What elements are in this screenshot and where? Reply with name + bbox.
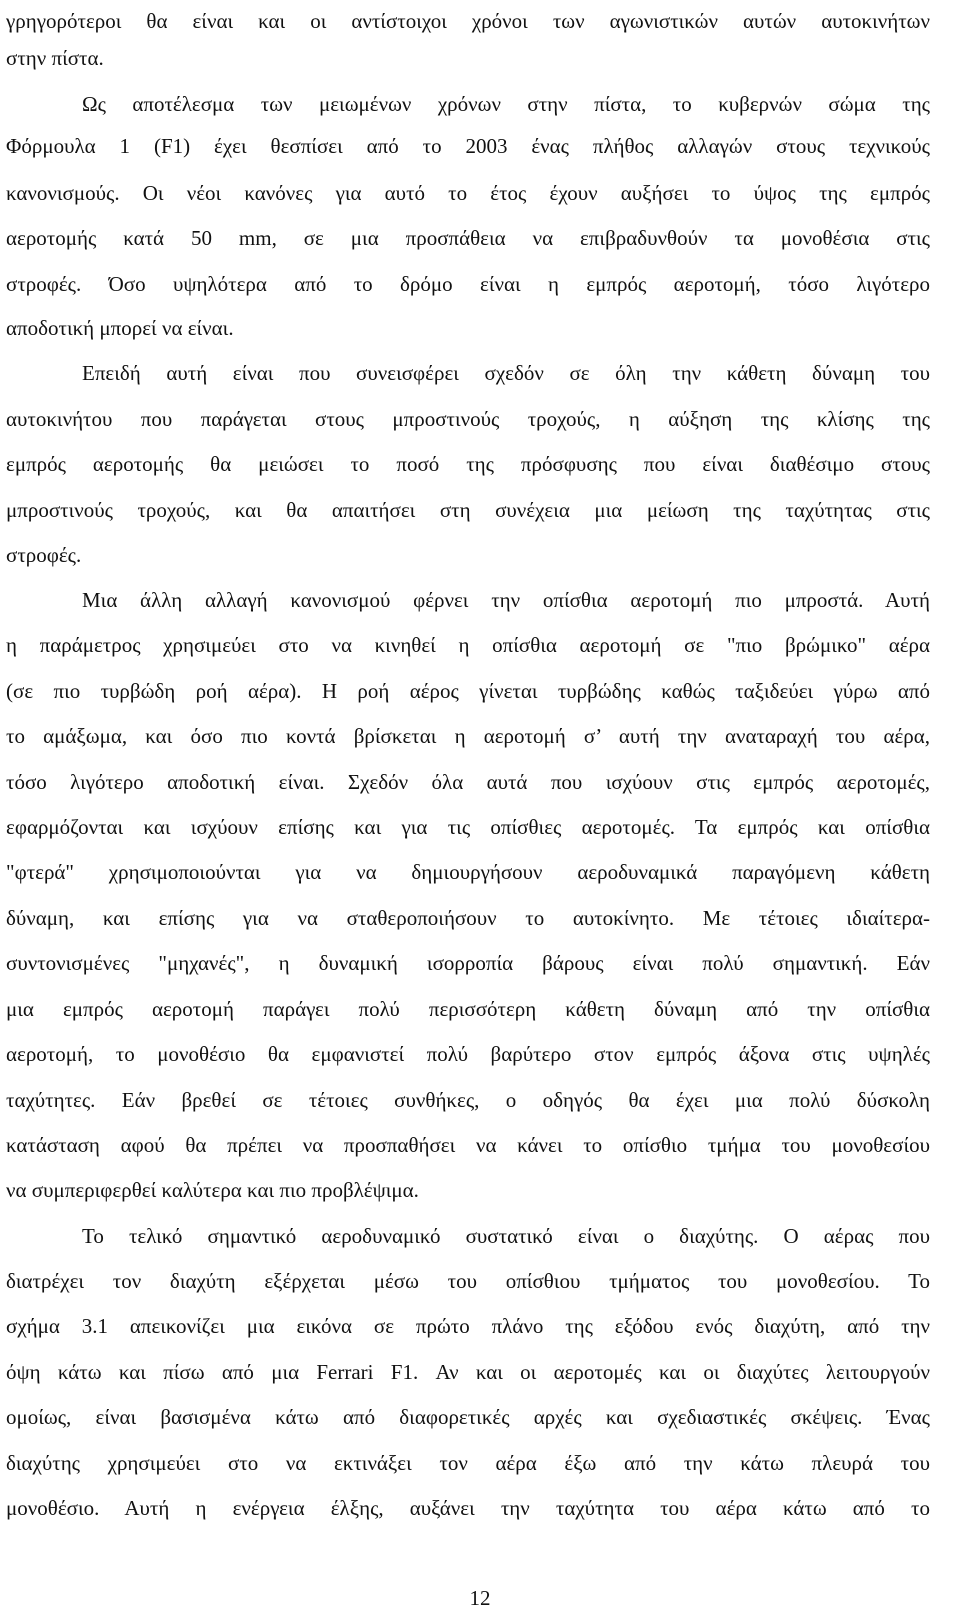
text-line: γρηγορότεροι θα είναι και οι αντίστοιχοι χρόνοι των αγωνιστικών αυτών αυτοκινήτων <box>6 9 930 33</box>
text-line: Φόρμουλα 1 (F1) έχει θεσπίσει από το 2003 ένας πλήθος αλλαγών στους τεχνικούς <box>6 134 930 158</box>
text-line: εμπρός αεροτομής θα μειώσει το ποσό της πρόσφυσης που είναι διαθέσιμο στους <box>6 452 930 476</box>
text-line: αυτοκινήτου που παράγεται στους μπροστινούς τροχούς, η αύξηση της κλίσης της <box>6 407 930 431</box>
text-line: αεροτομής κατά 50 mm, σε μια προσπάθεια να επιβραδυνθούν τα μονοθέσια στις <box>6 226 930 250</box>
text-line: Επειδή αυτή είναι που συνεισφέρει σχεδόν σε όλη την κάθετη δύναμη του <box>82 361 930 385</box>
text-line: εφαρμόζονται και ισχύουν επίσης και για τις οπίσθιες αεροτομές. Τα εμπρός και οπίσθια <box>6 815 930 839</box>
text-line: τόσο λιγότερο αποδοτική είναι. Σχεδόν όλα αυτά που ισχύουν στις εμπρός αεροτομές, <box>6 770 930 794</box>
text-line: ομοίως, είναι βασισμένα κάτω από διαφορετικές αρχές και σχεδιαστικές σκέψεις. Ένας <box>6 1405 930 1429</box>
text-line: όψη κάτω και πίσω από μια Ferrari F1. Αν και οι αεροτομές και οι διαχύτες λειτουργούν <box>6 1360 930 1384</box>
text-line: στροφές. <box>6 543 82 567</box>
text-line: μια εμπρός αεροτομή παράγει πολύ περισσότερη κάθετη δύναμη από την οπίσθια <box>6 997 930 1021</box>
text-line: μπροστινούς τροχούς, και θα απαιτήσει στη συνέχεια μια μείωση της ταχύτητας στις <box>6 498 930 522</box>
text-line: κατάσταση αφού θα πρέπει να προσπαθήσει να κάνει το οπίσθιο τμήμα του μονοθεσίου <box>6 1133 930 1157</box>
text-line: κανονισμούς. Οι νέοι κανόνες για αυτό το έτος έχουν αυξήσει το ύψος της εμπρός <box>6 181 930 205</box>
text-line: (σε πιο τυρβώδη ροή αέρα). Η ροή αέρος γίνεται τυρβώδης καθώς ταξιδεύει γύρω από <box>6 679 930 703</box>
text-line: αεροτομή, το μονοθέσιο θα εμφανιστεί πολύ βαρύτερο στον εμπρός άξονα στις υψηλές <box>6 1042 930 1066</box>
page-number: 12 <box>469 1586 491 1610</box>
text-line: διατρέχει τον διαχύτη εξέρχεται μέσω του οπίσθιου τμήματος του μονοθεσίου. Το <box>6 1269 930 1293</box>
text-line: Μια άλλη αλλαγή κανονισμού φέρνει την οπίσθια αεροτομή πιο μπροστά. Αυτή <box>82 588 930 612</box>
text-line: να συμπεριφερθεί καλύτερα και πιο προβλέψιμα. <box>6 1178 419 1202</box>
text-line: "φτερά" χρησιμοποιούνται για να δημιουργήσουν αεροδυναμικά παραγόμενη κάθετη <box>6 860 930 884</box>
text-line: στην πίστα. <box>6 46 104 70</box>
text-line: σχήμα 3.1 απεικονίζει μια εικόνα σε πρώτο πλάνο της εξόδου ενός διαχύτη, από την <box>6 1314 930 1338</box>
text-line: δύναμη, και επίσης για να σταθεροποιήσουν το αυτοκίνητο. Με τέτοιες ιδιαίτερα- <box>6 906 930 930</box>
text-line: ταχύτητες. Εάν βρεθεί σε τέτοιες συνθήκες, ο οδηγός θα έχει μια πολύ δύσκολη <box>6 1088 930 1112</box>
text-line: διαχύτης χρησιμεύει στο να εκτινάξει τον αέρα έξω από την κάτω πλευρά του <box>6 1451 930 1475</box>
text-line: η παράμετρος χρησιμεύει στο να κινηθεί η οπίσθια αεροτομή σε "πιο βρώμικο" αέρα <box>6 633 930 657</box>
text-line: Το τελικό σημαντικό αεροδυναμικό συστατικό είναι ο διαχύτης. Ο αέρας που <box>82 1224 930 1248</box>
text-line: μονοθέσιο. Αυτή η ενέργεια έλξης, αυξάνει την ταχύτητα του αέρα κάτω από το <box>6 1496 930 1520</box>
text-line: στροφές. Όσο υψηλότερα από το δρόμο είναι η εμπρός αεροτομή, τόσο λιγότερο <box>6 272 930 296</box>
text-line: αποδοτική μπορεί να είναι. <box>6 316 234 340</box>
text-line: Ως αποτέλεσμα των μειωμένων χρόνων στην πίστα, το κυβερνών σώμα της <box>82 92 930 116</box>
text-line: συντονισμένες "μηχανές", η δυναμική ισορροπία βάρους είναι πολύ σημαντική. Εάν <box>6 951 930 975</box>
text-line: το αμάξωμα, και όσο πιο κοντά βρίσκεται η αεροτομή σ’ αυτή την αναταραχή του αέρα, <box>6 724 930 748</box>
